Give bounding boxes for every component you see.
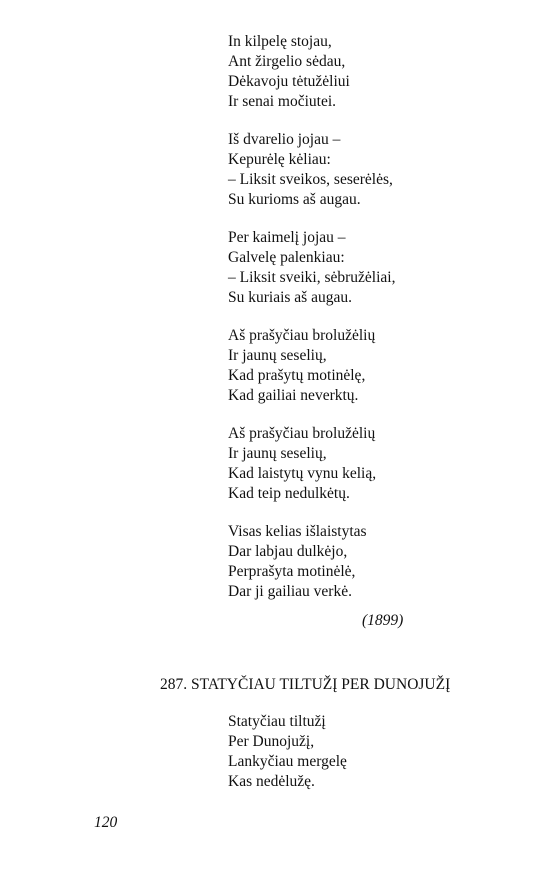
stanza-4: [228, 326, 375, 406]
poem-heading: 287. STATYČIAU TILTUŽĮ PER DUNOJUŽĮ: [160, 676, 451, 693]
verse-line: Aš prašyčiau brolužėlių: [228, 327, 376, 344]
verse-line: Dar labjau dulkėjo,: [228, 543, 348, 560]
verse-line: Ir senai močiutei.: [228, 93, 337, 110]
verse-line: Dėkavoju tėtužėliui: [228, 73, 350, 90]
poem-date: (1899): [362, 612, 404, 629]
verse-line: Kas nedėlužę.: [228, 773, 315, 790]
verse-line: Galvelę palenkiau:: [228, 249, 345, 266]
verse-line: Su kuriais aš augau.: [228, 289, 352, 306]
verse-line: Lankyčiau mergelę: [228, 753, 347, 770]
verse-line: Kad teip nedulkėtų.: [228, 485, 350, 502]
verse-line: – Liksit sveiki, sėbružėliai,: [228, 269, 396, 286]
stanza-3: [228, 228, 395, 308]
verse-line: Kad prašytų motinėlę,: [228, 367, 366, 384]
stanza-6: [228, 522, 367, 602]
stanza-2: [228, 130, 393, 210]
verse-line: Iš dvarelio jojau –: [228, 131, 341, 148]
verse-line: In kilpelę stojau,: [228, 33, 332, 50]
verse-line: Visas kelias išlaistytas: [228, 523, 367, 540]
verse-line: Kad laistytų vynu kelią,: [228, 465, 377, 482]
stanza-287-1: [228, 712, 347, 792]
verse-line: Per Dunojužį,: [228, 733, 315, 750]
verse-line: Ir jaunų seselių,: [228, 347, 327, 364]
verse-line: Kepurėlę kėliau:: [228, 151, 331, 168]
page-number: 120: [94, 814, 118, 831]
verse-line: Su kurioms aš augau.: [228, 191, 361, 208]
verse-line: Aš prašyčiau brolužėlių: [228, 425, 376, 442]
verse-line: Statyčiau tiltužį: [228, 713, 326, 730]
verse-line: – Liksit sveikos, seserėlės,: [228, 171, 393, 188]
stanza-5: [228, 424, 376, 504]
verse-line: Ir jaunų seselių,: [228, 445, 327, 462]
verse-line: Kad gailiai neverktų.: [228, 387, 359, 404]
verse-line: Ant žirgelio sėdau,: [228, 53, 346, 70]
verse-line: Dar ji gailiau verkė.: [228, 583, 352, 600]
stanza-1: [228, 32, 350, 112]
verse-line: Per kaimelį jojau –: [228, 229, 346, 246]
verse-line: Perprašyta motinėlė,: [228, 563, 356, 580]
